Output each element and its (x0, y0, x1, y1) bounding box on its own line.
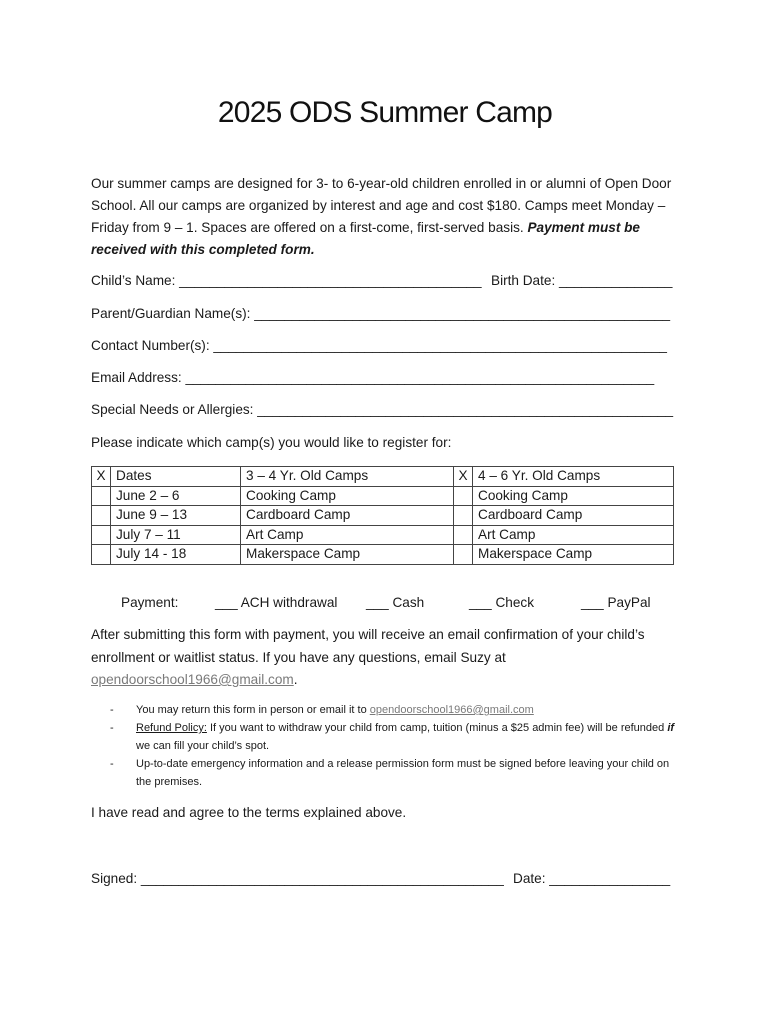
list-dash: - (110, 722, 114, 734)
table-header-row (92, 467, 674, 487)
confirmation-end: . (293, 672, 298, 687)
refund-policy-text: If you want to withdraw your child from camp, tuition (minus a $25 admin fee) will be refunded (206, 722, 668, 734)
camp-prompt: Please indicate which camp(s) you would like to register for: (91, 435, 452, 450)
payment-label: Payment: (121, 595, 179, 610)
notes-list (110, 701, 680, 791)
payment-option-check[interactable]: ___ Check (469, 595, 534, 610)
dates-cell: July 7 – 11 (111, 525, 241, 545)
table-row (92, 545, 674, 565)
page-title: 2025 ODS Summer Camp (217, 96, 553, 129)
camp-cell: Cooking Camp (241, 486, 454, 506)
refund-policy-label: Refund Policy: (136, 722, 207, 734)
checkbox-cell[interactable] (454, 486, 473, 506)
header-x-1: X (92, 467, 111, 487)
list-dash: - (110, 704, 114, 716)
payment-option-paypal[interactable]: ___ PayPal (581, 595, 651, 610)
table-row (92, 486, 674, 506)
table-row (92, 525, 674, 545)
camp-cell: Art Camp (241, 525, 454, 545)
note-text (136, 719, 680, 755)
camp-table (91, 466, 674, 565)
checkbox-cell[interactable] (454, 545, 473, 565)
checkbox-cell[interactable] (454, 506, 473, 526)
camp-cell: Art Camp (473, 525, 674, 545)
dates-cell: June 2 – 6 (111, 486, 241, 506)
camp-cell: Makerspace Camp (241, 545, 454, 565)
refund-policy-end: we can fill your child’s spot. (136, 740, 270, 752)
camp-cell: Makerspace Camp (473, 545, 674, 565)
intro-paragraph (91, 173, 691, 261)
contact-number-field[interactable]: Contact Number(s): ____________________________________________________________ (91, 338, 667, 353)
special-needs-field[interactable]: Special Needs or Allergies: _______________________________________________________ (91, 402, 674, 417)
camp-cell: Cooking Camp (473, 486, 674, 506)
checkbox-cell[interactable] (454, 525, 473, 545)
list-dash: - (110, 758, 114, 770)
payment-option-cash[interactable]: ___ Cash (366, 595, 425, 610)
signature-date-field[interactable]: Date: ________________ (513, 871, 671, 886)
signature-field[interactable]: Signed: ________________________________________________ (91, 871, 504, 886)
header-4-6-camps: 4 – 6 Yr. Old Camps (473, 467, 674, 487)
camp-cell: Cardboard Camp (473, 506, 674, 526)
dates-cell: June 9 – 13 (111, 506, 241, 526)
list-item (110, 701, 680, 719)
checkbox-cell[interactable] (92, 545, 111, 565)
intro-payment-note: Payment must be received with this completed form. (91, 220, 640, 257)
checkbox-cell[interactable] (92, 506, 111, 526)
checkbox-cell[interactable] (92, 486, 111, 506)
emergency-info-text: Up-to-date emergency information and a release permission form must be signed before leaving your child on the premises. (136, 758, 670, 788)
email-address-field[interactable]: Email Address: ______________________________________________________________ (91, 370, 655, 385)
note-email-link[interactable]: opendoorschool1966@gmail.com (369, 704, 534, 716)
confirmation-paragraph (91, 624, 691, 692)
intro-text: Our summer camps are designed for 3- to 6-year-old children enrolled in or alumni of Open Door School. All our camps are organized by interest and age and cost $180. Camps meet Monday – Friday from 9 – 1. Spaces are offered on a first-come, first-served basis. (91, 176, 672, 235)
payment-option-ach[interactable]: ___ ACH withdrawal (215, 595, 338, 610)
parent-name-field[interactable]: Parent/Guardian Name(s): _______________________________________________________ (91, 306, 671, 321)
birth-date-field[interactable]: Birth Date: _______________ (491, 273, 673, 288)
list-item (110, 755, 680, 791)
email-link[interactable]: opendoorschool1966@gmail.com (91, 672, 294, 687)
table-row (92, 506, 674, 526)
list-item (110, 719, 680, 755)
note-text (136, 701, 534, 719)
note-return-text: You may return this form in person or email it to (136, 704, 370, 716)
header-x-2: X (454, 467, 473, 487)
header-dates: Dates (111, 467, 241, 487)
camp-cell: Cardboard Camp (241, 506, 454, 526)
checkbox-cell[interactable] (92, 525, 111, 545)
refund-policy-if: if (667, 722, 675, 734)
dates-cell: July 14 - 18 (111, 545, 241, 565)
child-name-field[interactable]: Child’s Name: ________________________________________ (91, 273, 482, 288)
confirmation-text: After submitting this form with payment, you will receive an email confirmation of your child’s enrollment or waitlist status. If you have any questions, email Suzy at (91, 627, 645, 665)
agreement-statement: I have read and agree to the terms explained above. (91, 805, 407, 820)
header-3-4-camps: 3 – 4 Yr. Old Camps (241, 467, 454, 487)
